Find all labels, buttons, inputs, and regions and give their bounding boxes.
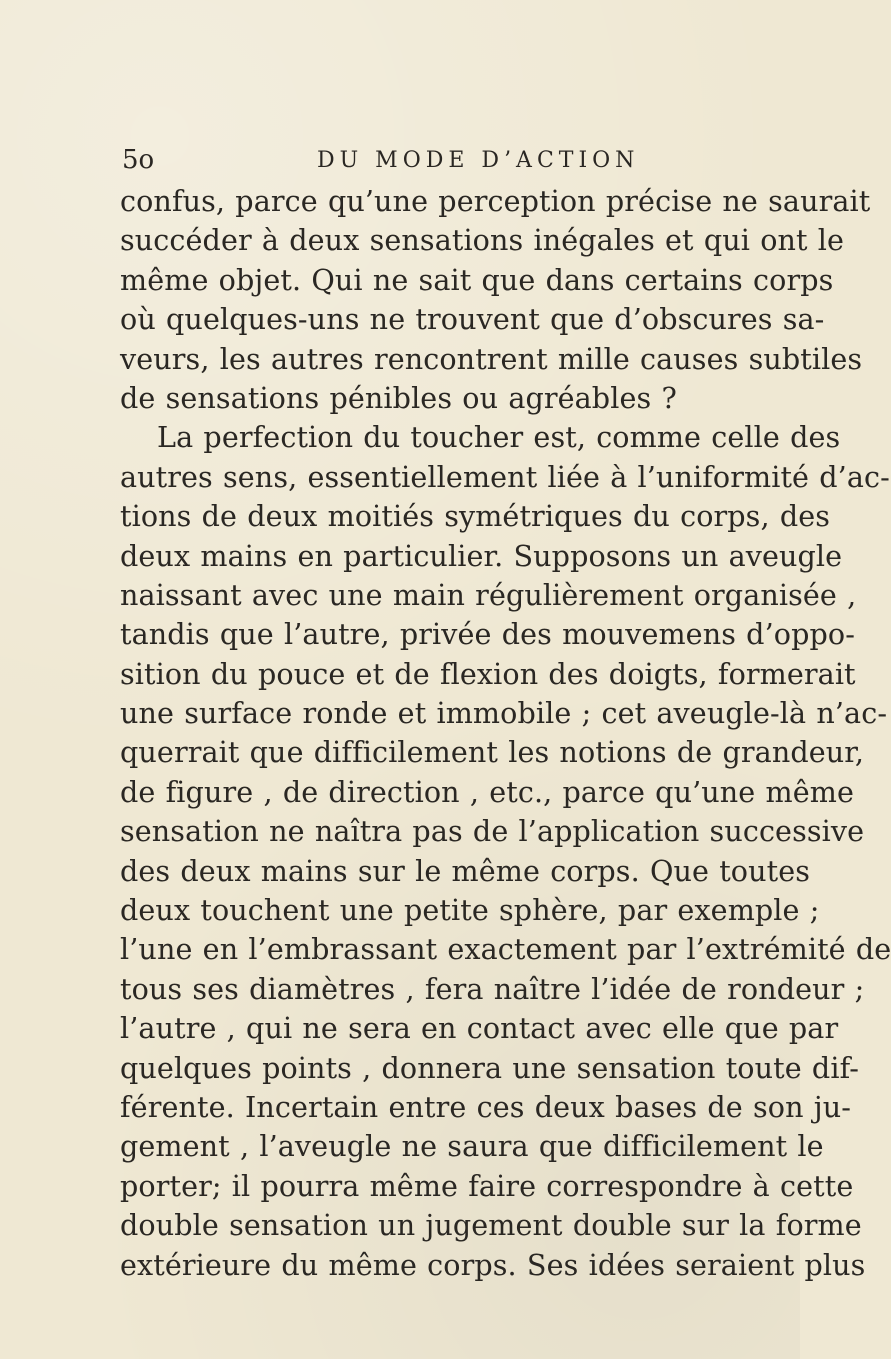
- text-line: de figure , de direction , etc., parce qu’une même: [120, 774, 854, 809]
- text-line: succéder à deux sensations inégales et qui ont le: [120, 223, 845, 258]
- text-line: férente. Incertain entre ces deux bases de son ju-: [120, 1089, 852, 1124]
- text-line: tions de deux moitiés symétriques du corps, des: [120, 499, 831, 534]
- text-line: autres sens, essentiellement liée à l’uniformité d’ac-: [120, 459, 890, 494]
- page-number: 5o: [122, 145, 155, 175]
- text-line: deux mains en particulier. Supposons un aveugle: [120, 538, 843, 573]
- text-line: veurs, les autres rencontrent mille causes subtiles: [120, 341, 863, 376]
- text-line: une surface ronde et immobile ; cet aveugle-là n’ac-: [120, 696, 888, 731]
- text-line: porter; il pourra même faire correspondre à cette: [120, 1168, 854, 1203]
- text-line: l’une en l’embrassant exactement par l’extrémité de: [120, 932, 891, 967]
- text-line: querrait que difficilement les notions de grandeur,: [120, 735, 865, 770]
- text-line: l’autre , qui ne sera en contact avec elle que par: [120, 1011, 839, 1046]
- page-header: [122, 144, 722, 176]
- text-line: quelques points , donnera une sensation toute dif-: [120, 1050, 860, 1085]
- text-line: des deux mains sur le même corps. Que toutes: [120, 853, 811, 888]
- text-line: tous ses diamètres , fera naître l’idée de rondeur ;: [120, 971, 865, 1006]
- text-line: sensation ne naîtra pas de l’application successive: [120, 814, 865, 849]
- text-line: gement , l’aveugle ne saura que difficilement le: [120, 1129, 824, 1164]
- text-line: double sensation un jugement double sur la forme: [120, 1208, 862, 1243]
- text-line: même objet. Qui ne sait que dans certains corps: [120, 262, 834, 297]
- text-line: tandis que l’autre, privée des mouvemens d’oppo-: [120, 617, 855, 652]
- paragraph-start-line: La perfection du toucher est, comme celle des: [157, 420, 841, 455]
- text-line: où quelques-uns ne trouvent que d’obscures sa-: [120, 302, 825, 337]
- text-line: deux touchent une petite sphère, par exemple ;: [120, 893, 820, 928]
- text-line: confus, parce qu’une perception précise ne saurait: [120, 184, 871, 218]
- text-line: extérieure du même corps. Ses idées seraient plus: [120, 1247, 866, 1282]
- body-text: [120, 182, 891, 1285]
- text-line: naissant avec une main régulièrement organisée ,: [120, 577, 857, 612]
- text-line: sition du pouce et de flexion des doigts, formerait: [120, 656, 856, 691]
- running-title: DU MODE D’ACTION: [317, 148, 640, 173]
- text-line: de sensations pénibles ou agréables ?: [120, 380, 677, 415]
